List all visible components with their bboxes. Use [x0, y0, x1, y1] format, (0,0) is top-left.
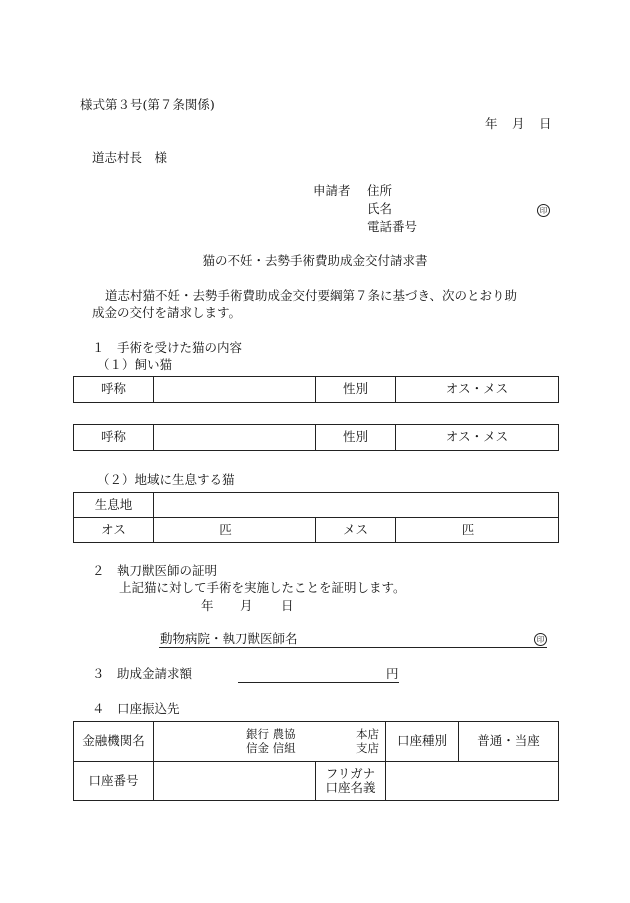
- addressee: 道志村長 様: [92, 150, 168, 165]
- pet-sex-label: 性別: [316, 377, 396, 403]
- community-cat-table: [73, 492, 559, 543]
- pet-table-2: [73, 424, 559, 451]
- pet-name-field[interactable]: [154, 425, 316, 451]
- bank-account-table: [73, 721, 559, 801]
- pet-name-label: 呼称: [74, 377, 154, 403]
- bank-type-options: 銀行 農協 信金 信組: [246, 727, 296, 756]
- male-count-field[interactable]: [154, 518, 316, 543]
- section1-sub2: （２）地域に生息する猫: [97, 472, 235, 487]
- date-year-label: 年: [485, 116, 498, 131]
- document-title: 猫の不妊・去勢手術費助成金交付請求書: [202, 253, 428, 268]
- vet-date-month-label: 月: [240, 598, 253, 613]
- amount-unit: 円: [386, 666, 399, 681]
- date-day-label: 日: [539, 116, 552, 131]
- applicant-seal-icon: 印: [537, 203, 550, 217]
- female-count-unit: 匹: [461, 521, 475, 537]
- vet-name-underline[interactable]: [159, 647, 547, 648]
- habitat-field[interactable]: [154, 493, 559, 518]
- pet-name-label: 呼称: [74, 425, 154, 451]
- account-type-label: 口座種別: [386, 722, 459, 762]
- account-type-options[interactable]: 普通・当座: [459, 722, 559, 762]
- vet-name-label: 動物病院・執刀獣医師名: [160, 631, 298, 646]
- vet-date-day-label: 日: [281, 598, 294, 613]
- vet-seal-icon: 印: [534, 632, 547, 646]
- body-text-line1: 道志村猫不妊・去勢手術費助成金交付要綱第７条に基づき、次のとおり助: [105, 288, 518, 303]
- female-count-field[interactable]: [396, 518, 559, 543]
- pet-sex-label: 性別: [316, 425, 396, 451]
- male-count-label: オス: [74, 518, 154, 543]
- date-month-label: 月: [512, 116, 525, 131]
- applicant-phone-label: 電話番号: [367, 219, 418, 234]
- account-holder-field[interactable]: [386, 762, 559, 801]
- applicant-label: 申請者: [313, 183, 351, 198]
- pet-table-1: [73, 376, 559, 403]
- bank-name-field[interactable]: [154, 722, 386, 762]
- pet-name-field[interactable]: [154, 377, 316, 403]
- bank-name-label: 金融機関名: [74, 722, 154, 762]
- branch-type-options: 本店 支店: [356, 727, 379, 756]
- applicant-address-label: 住所: [367, 183, 393, 198]
- account-holder-label: フリガナ 口座名義: [316, 762, 386, 801]
- account-number-label: 口座番号: [74, 762, 154, 801]
- section3-heading: ３ 助成金請求額: [92, 666, 193, 681]
- form-number: 様式第３号(第７条関係): [80, 97, 215, 112]
- pet-sex-options[interactable]: オス・メス: [396, 425, 559, 451]
- applicant-name-label: 氏名: [367, 201, 393, 216]
- section4-heading: ４ 口座振込先: [92, 701, 180, 716]
- body-text-line2: 成金の交付を請求します。: [92, 305, 242, 320]
- amount-field[interactable]: [238, 682, 399, 683]
- male-count-unit: 匹: [219, 521, 232, 537]
- habitat-label: 生息地: [74, 493, 154, 518]
- vet-statement: 上記猫に対して手術を実施したことを証明します。: [119, 580, 406, 595]
- section1-sub1: （１）飼い猫: [97, 357, 173, 372]
- vet-date-year-label: 年: [201, 598, 214, 613]
- pet-sex-options[interactable]: オス・メス: [396, 377, 559, 403]
- female-count-label: メス: [316, 518, 396, 543]
- account-number-field[interactable]: [154, 762, 316, 801]
- section2-heading: ２ 執刀獣医師の証明: [92, 563, 218, 578]
- section1-heading: １ 手術を受けた猫の内容: [92, 340, 243, 355]
